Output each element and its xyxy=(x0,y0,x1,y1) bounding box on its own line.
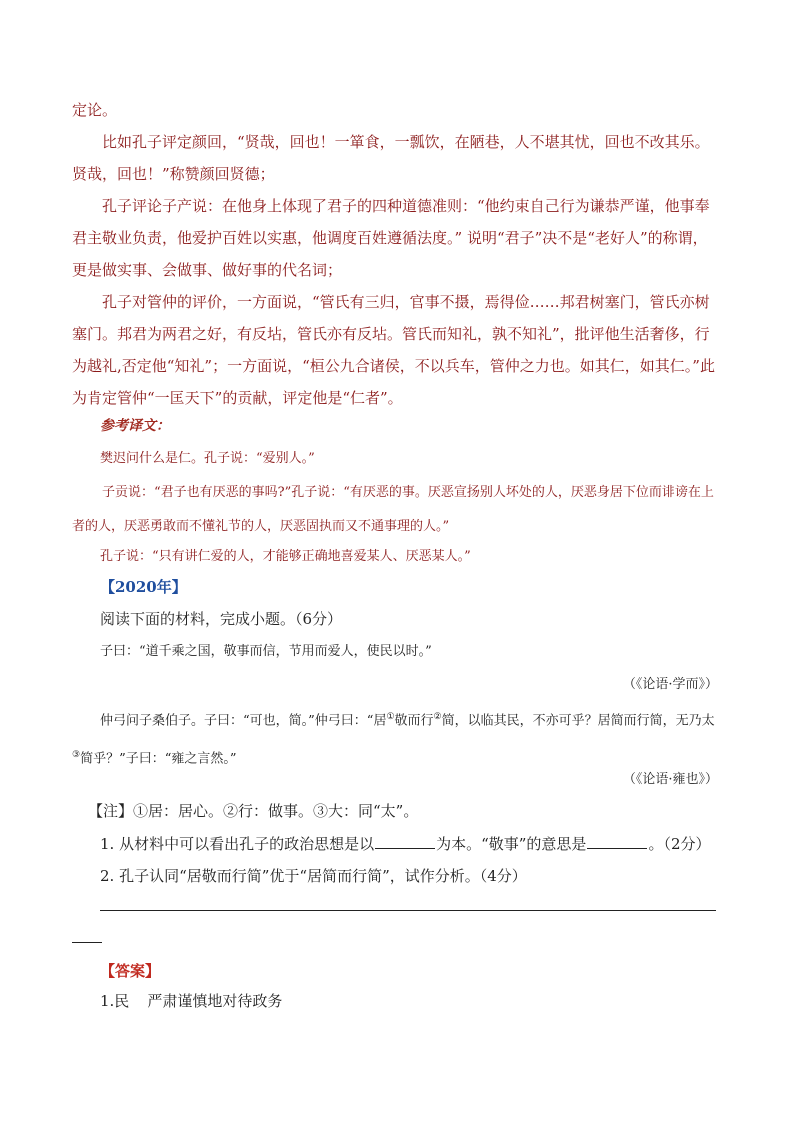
answer-blank[interactable] xyxy=(587,847,647,849)
answer-text: 严肃谨慎地对待政务 xyxy=(147,992,283,1010)
answer-line xyxy=(100,910,716,911)
translation-line: 子贡说：“君子也有厌恶的事吗?”孔子说：“有厌恶的事。厌恶宣扬别人坏处的人，厌恶身居下位而诽谤在上者的人，厌恶勇敢而不懂礼节的人，厌恶固执而又不通事理的人。” xyxy=(72,485,714,534)
answer-content xyxy=(100,990,282,1011)
source-citation: （《论语·雍也》） xyxy=(622,772,718,787)
footnote-mark: ② xyxy=(433,712,442,722)
body-paragraph: 孔子评论子产说：在他身上体现了君子的四种道德准则：“他约束自己行为谦恭严谨，他事奉君主敬业负责，他爱护百姓以实惠，他调度百姓遵循法度。” 说明“君子”决不是“老好人”的称谓，更是做实事、会做事、做好事的代名词； xyxy=(72,197,710,279)
classical-passage: 子曰：“道千乘之国，敬事而信，节用而爱人，使民以时。” xyxy=(100,644,432,659)
question-text: 。（2分） xyxy=(648,835,711,853)
body-paragraph: 比如孔子评定颜回，“贤哉，回也！一箪食，一瓢饮，在陋巷，人不堪其忧，回也不改其乐。贤哉，回也！”称赞颜回贤德； xyxy=(72,133,710,183)
answer-label: 【答案】 xyxy=(100,962,161,980)
answer-number: 1.民 xyxy=(100,992,130,1010)
answer-blank[interactable] xyxy=(375,847,435,849)
footnote-mark: ③ xyxy=(72,750,81,761)
translation-line: 樊迟问什么是仁。孔子说：“爱别人。” xyxy=(100,451,315,466)
footnote-mark: ① xyxy=(386,712,395,722)
divider xyxy=(72,942,102,943)
body-line: 定论。 xyxy=(72,101,118,119)
question-text: 为本。“敬事”的意思是 xyxy=(436,835,587,853)
reference-title: 参考译文： xyxy=(100,418,170,434)
source-citation: （《论语·学而》） xyxy=(622,677,718,692)
passage-text: 仲弓问子桑伯子。子曰：“可也，简。”仲弓曰：“居 xyxy=(100,713,387,729)
classical-passage xyxy=(72,700,720,777)
question-2: 2. 孔子认同“居敬而行简”优于“居简而行简”，试作分析。（4分） xyxy=(100,867,527,885)
body-paragraph: 孔子对管仲的评价，一方面说，“管氏有三归，官事不摄，焉得俭……邦君树塞门，管氏亦树塞门。邦君为两君之好，有反坫，管氏亦有反坫。管氏而知礼，孰不知礼”，批评他生活奢侈，行为越礼,否定他“知礼”；一方面说，“桓公九合诸侯，不以兵车，管仲之力也。如其仁，如其仁。”此为肯定管仲“一匡天下”的贡献，评定他是“仁者”。 xyxy=(72,293,715,407)
passage-text: 简，以临其民，不亦可乎？居简而行简，无乃太 xyxy=(441,713,715,729)
passage-text: 简乎？”子曰：“雍之言然。” xyxy=(80,751,237,767)
question-1 xyxy=(100,833,710,854)
year-heading: 【2020年】 xyxy=(100,578,187,596)
question-text: 1. 从材料中可以看出孔子的政治思想是以 xyxy=(100,835,375,853)
annotation-note: 【注】①居：居心。②行：做事。③大：同“太”。 xyxy=(88,802,419,820)
translation-line: 孔子说：“只有讲仁爱的人，才能够正确地喜爱某人、厌恶某人。” xyxy=(100,549,471,564)
instruction: 阅读下面的材料，完成小题。（6分） xyxy=(100,610,343,628)
passage-text: 敬而行 xyxy=(394,713,434,729)
